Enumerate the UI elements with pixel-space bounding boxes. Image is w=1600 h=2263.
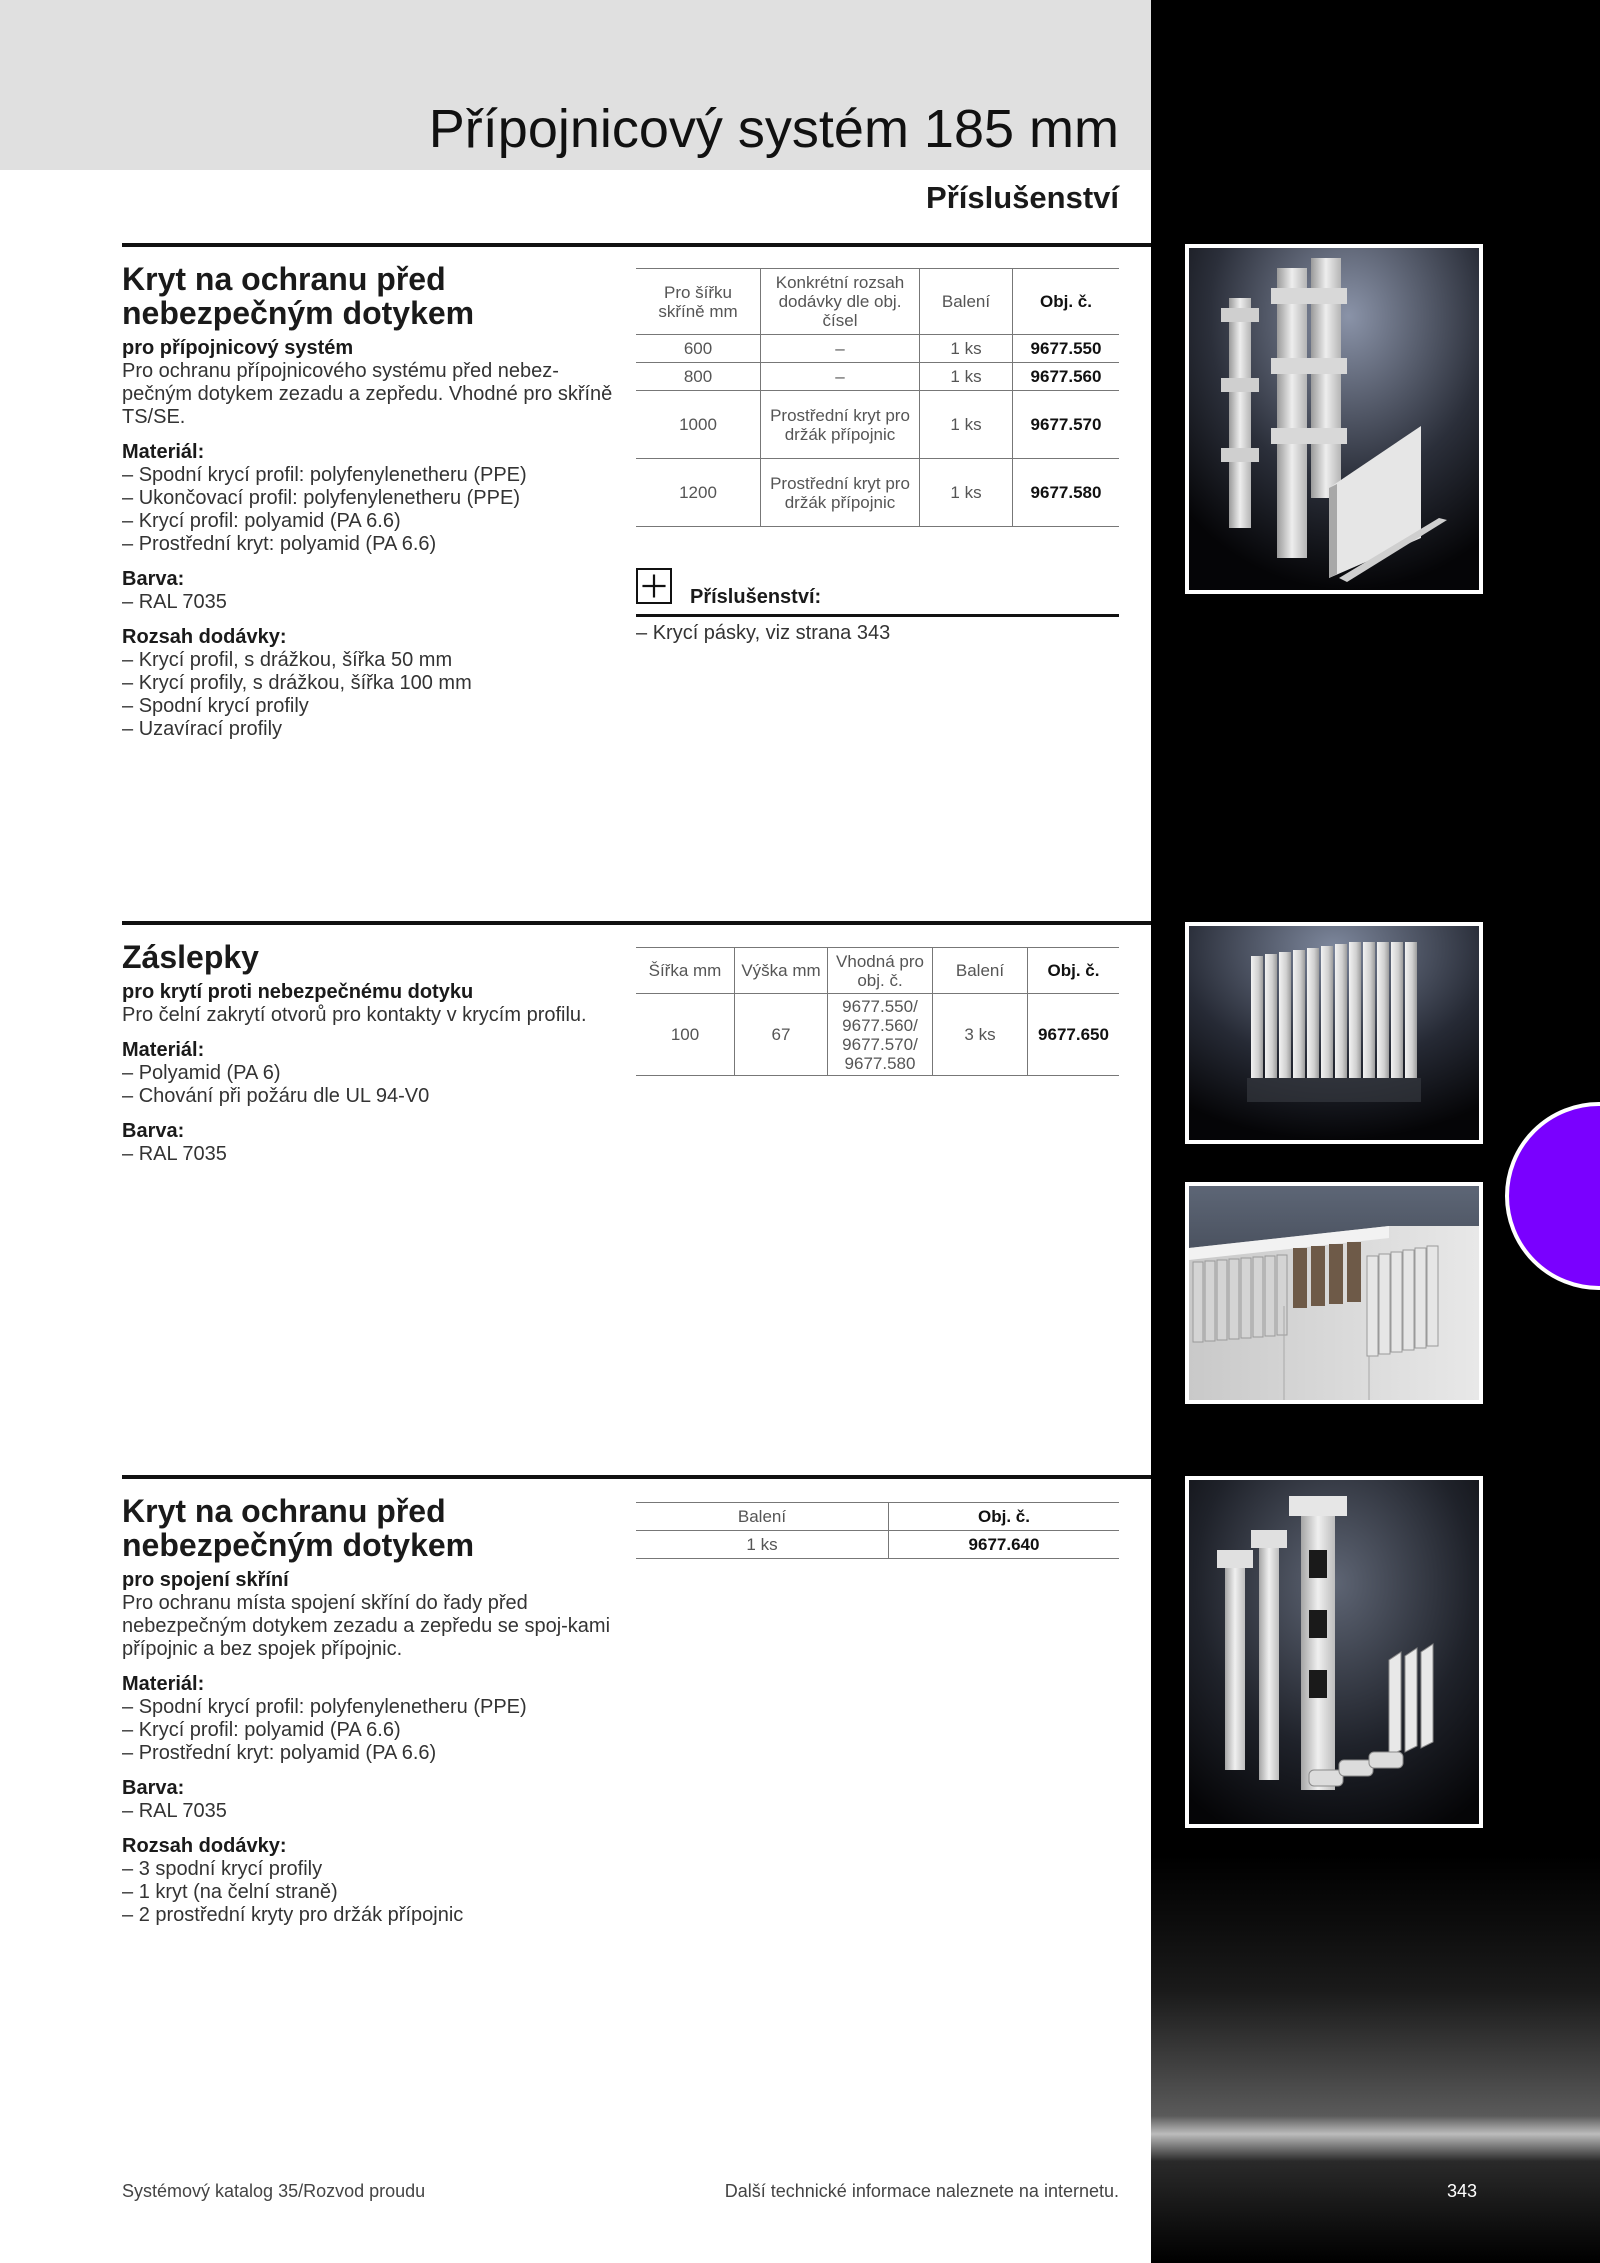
section1-material-list xyxy=(122,464,622,556)
product-photo-blanking-plates xyxy=(1185,922,1483,1144)
section1-table xyxy=(636,268,1119,527)
table-cell: 1 ks xyxy=(920,335,1013,363)
list-item: – Prostřední kryt: polyamid (PA 6.6) xyxy=(122,533,622,556)
section2-material-list xyxy=(122,1062,642,1108)
section2-table xyxy=(636,947,1119,1076)
accessories-heading: Příslušenství: xyxy=(690,586,822,608)
table-row xyxy=(636,1531,1119,1559)
list-item: – Spodní krycí profil: polyfenylenetheru (PPE) xyxy=(122,1696,622,1719)
list-item: – 3 spodní krycí profily xyxy=(122,1858,622,1881)
table-cell: 1000 xyxy=(636,391,761,459)
list-item: – Polyamid (PA 6) xyxy=(122,1062,642,1085)
table-header-row xyxy=(636,948,1119,994)
table-cell: 1 ks xyxy=(920,459,1013,527)
table-cell: 800 xyxy=(636,363,761,391)
page-number: 343 xyxy=(1447,2181,1478,2201)
page-subtitle: Příslušenství xyxy=(926,180,1119,215)
product-photo-busbar-cover xyxy=(1185,244,1483,594)
order-number: 9677.550 xyxy=(1013,335,1120,363)
list-item: – Prostřední kryt: polyamid (PA 6.6) xyxy=(122,1742,622,1765)
section3-scope-heading: Rozsah dodávky: xyxy=(122,1835,287,1857)
table-header-row xyxy=(636,1503,1119,1531)
column-header: Pro šířku skříně mm xyxy=(636,269,761,335)
section3-color-heading: Barva: xyxy=(122,1777,185,1799)
order-number: 9677.570 xyxy=(1013,391,1120,459)
section1-material-heading: Materiál: xyxy=(122,441,205,463)
column-header: Obj. č. xyxy=(889,1503,1120,1531)
footer-note: Další technické informace naleznete na internetu. xyxy=(724,2181,1119,2201)
column-header: Šířka mm xyxy=(636,948,735,994)
list-item: – Uzavírací profily xyxy=(122,718,622,741)
list-item: – Krycí profil: polyamid (PA 6.6) xyxy=(122,510,622,533)
section3-text xyxy=(122,1494,622,1927)
section3-material-heading: Materiál: xyxy=(122,1673,205,1695)
section2-text xyxy=(122,940,642,1166)
list-item: – Krycí profil, s drážkou, šířka 50 mm xyxy=(122,649,622,672)
list-item: – 2 prostřední kryty pro držák přípojnic xyxy=(122,1904,622,1927)
column-header: Konkrétní rozsah dodávky dle obj. čísel xyxy=(761,269,920,335)
table-row xyxy=(636,391,1119,459)
section2-color-list xyxy=(122,1143,642,1166)
footer-catalog: Systémový katalog 35/Rozvod proudu xyxy=(122,2181,426,2201)
section2-subtitle: pro krytí proti nebezpečnému dotyku xyxy=(122,981,474,1003)
table-cell: Prostřední kryt pro držák přípojnic xyxy=(761,459,920,527)
section3-description: Pro ochranu místa spojení skříní do řady před nebezpečným dotykem zezadu a zepředu se spoj-kami přípojnic a bez spojek přípojnic. xyxy=(122,1592,611,1660)
section1-color-list xyxy=(122,591,622,614)
column-header: Výška mm xyxy=(735,948,828,994)
section3-scope-list xyxy=(122,1858,622,1927)
table-cell: 3 ks xyxy=(933,994,1028,1076)
accessory-link[interactable]: – Krycí pásky, viz strana 343 xyxy=(636,622,890,645)
section2-description: Pro čelní zakrytí otvorů pro kontakty v krycím profilu. xyxy=(122,1004,587,1026)
list-item: – Krycí profil: polyamid (PA 6.6) xyxy=(122,1719,622,1742)
list-item: – Chování při požáru dle UL 94-V0 xyxy=(122,1085,642,1108)
table-cell: 1200 xyxy=(636,459,761,527)
column-header: Balení xyxy=(933,948,1028,994)
table-cell: 100 xyxy=(636,994,735,1076)
section1-description: Pro ochranu přípojnicového systému před nebez-pečným dotykem zezadu a zepředu. Vhodné pro skříně TS/SE. xyxy=(122,360,613,428)
table-row xyxy=(636,459,1119,527)
section1-scope-list xyxy=(122,649,622,741)
list-item: – RAL 7035 xyxy=(122,1800,622,1823)
list-item: – Spodní krycí profil: polyfenylenetheru (PPE) xyxy=(122,464,622,487)
table-cell: – xyxy=(761,363,920,391)
plus-icon xyxy=(636,568,672,604)
order-number: 9677.560 xyxy=(1013,363,1120,391)
table-cell: 67 xyxy=(735,994,828,1076)
product-photo-enclosure-joint-cover xyxy=(1185,1476,1483,1828)
table-cell: 1 ks xyxy=(636,1531,889,1559)
section2-material-heading: Materiál: xyxy=(122,1039,205,1061)
order-number: 9677.580 xyxy=(1013,459,1120,527)
table-cell: – xyxy=(761,335,920,363)
list-item: – RAL 7035 xyxy=(122,1143,642,1166)
section2-title: Záslepky xyxy=(122,939,259,975)
table-cell: 1 ks xyxy=(920,363,1013,391)
table-row xyxy=(636,363,1119,391)
section3-table xyxy=(636,1502,1119,1559)
section1-text xyxy=(122,262,622,741)
section-divider xyxy=(122,921,1151,925)
section1-title: Kryt na ochranu před nebezpečným dotykem xyxy=(122,261,475,331)
list-item: – 1 kryt (na čelní straně) xyxy=(122,1881,622,1904)
table-cell: 1 ks xyxy=(920,391,1013,459)
table-cell: 9677.550/ 9677.560/ 9677.570/ 9677.580 xyxy=(828,994,933,1076)
product-photo-blanking-plates-installed xyxy=(1185,1182,1483,1404)
section1-scope-heading: Rozsah dodávky: xyxy=(122,626,287,648)
page-title: Přípojnicový systém 185 mm xyxy=(428,99,1119,159)
section3-color-list xyxy=(122,1800,622,1823)
table-cell: 600 xyxy=(636,335,761,363)
column-header: Balení xyxy=(920,269,1013,335)
list-item: – Krycí profily, s drážkou, šířka 100 mm xyxy=(122,672,622,695)
accessories-header xyxy=(636,568,1119,617)
list-item: – RAL 7035 xyxy=(122,591,622,614)
section3-title: Kryt na ochranu před nebezpečným dotykem xyxy=(122,1493,475,1563)
list-item: – Ukončovací profil: polyfenylenetheru (PPE) xyxy=(122,487,622,510)
section3-subtitle: pro spojení skříní xyxy=(122,1569,289,1591)
order-number: 9677.640 xyxy=(889,1531,1120,1559)
column-header: Obj. č. xyxy=(1028,948,1120,994)
section1-color-heading: Barva: xyxy=(122,568,185,590)
table-cell: Prostřední kryt pro držák přípojnic xyxy=(761,391,920,459)
column-header: Vhodná pro obj. č. xyxy=(828,948,933,994)
section-divider xyxy=(122,243,1151,247)
table-row xyxy=(636,994,1119,1076)
section-divider xyxy=(122,1475,1151,1479)
column-header: Balení xyxy=(636,1503,889,1531)
section1-subtitle: pro přípojnicový systém xyxy=(122,337,354,359)
list-item: – Spodní krycí profily xyxy=(122,695,622,718)
section3-material-list xyxy=(122,1696,622,1765)
table-header-row xyxy=(636,269,1119,335)
table-row xyxy=(636,335,1119,363)
section2-color-heading: Barva: xyxy=(122,1120,185,1142)
order-number: 9677.650 xyxy=(1028,994,1120,1076)
column-header: Obj. č. xyxy=(1013,269,1120,335)
